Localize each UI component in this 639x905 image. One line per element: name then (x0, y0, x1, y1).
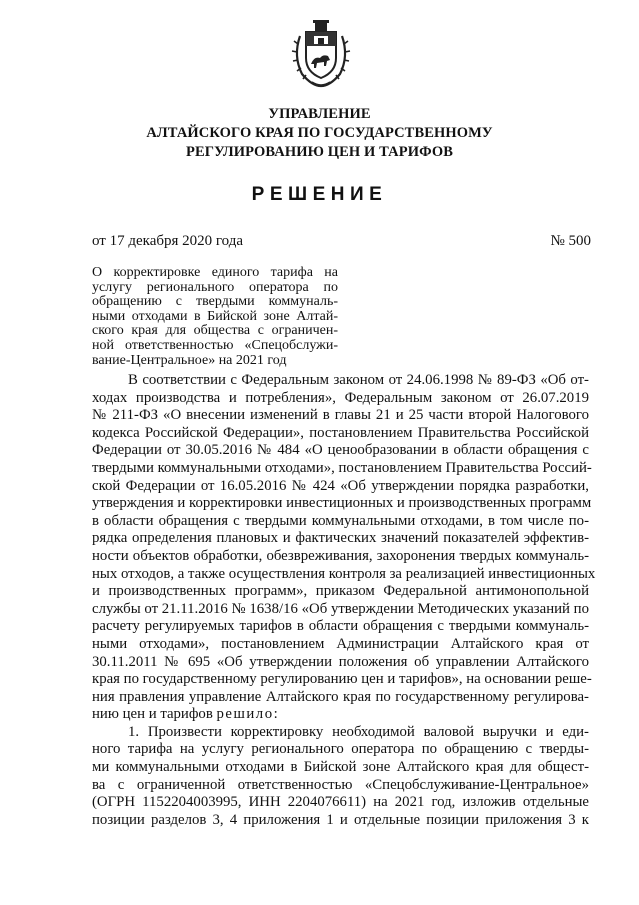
item-1-line: (ОГРН 1152204003995, ИНН 2204076611) на 2021 год, изложив отдельные (92, 794, 589, 811)
body-line: ных отходов, а также осуществления контроля за реализацией инвестиционных (92, 565, 596, 582)
subject-line: О корректировке единого тарифа на (92, 265, 338, 280)
document-subject (92, 266, 338, 368)
body-line: утверждения и корректировки инвестиционных и производственных программ (92, 495, 592, 512)
document-number: № 500 (550, 233, 591, 249)
body-line: 30.11.2011 № 695 «Об утверждении положения об управлении Алтайского (92, 653, 589, 670)
body-line: ности объектов обработки, обезвреживания, захоронения твердых коммуналь- (92, 547, 589, 564)
coat-of-arms-icon (290, 18, 352, 88)
org-line: АЛТАЙСКОГО КРАЯ ПО ГОСУДАРСТВЕННОМУ (146, 125, 493, 141)
org-line: УПРАВЛЕНИЕ (268, 106, 371, 122)
document-body (92, 372, 596, 829)
document-type-title: РЕШЕНИЕ (251, 184, 388, 205)
body-line: ской Федерации от 16.05.2016 № 424 «Об утверждении порядка разработки, (92, 477, 589, 494)
body-line: № 211-ФЗ «О внесении изменений в главы 21 и 25 части второй Налогового (92, 407, 589, 424)
subject-line: ной ответственностью «Спецобслужи- (92, 337, 338, 353)
body-line: ными отходами», постановлением Администрации Алтайского края от (92, 635, 589, 652)
item-1-line: 1. Произвести корректировку необходимой валовой выручки и еди- (128, 723, 589, 740)
body-line: Федерации от 30.05.2016 № 484 «О ценообразовании в области обращения с (92, 442, 589, 459)
body-line: края по государственному регулированию цен и тарифов», на основании реше- (92, 671, 592, 688)
body-line: в области обращения с твердыми коммунальными отходами, в том числе по- (92, 512, 589, 529)
item-1-line: ва с ограниченной ответственностью «Спецобслуживание-Центральное» (92, 776, 589, 793)
organization-name (0, 105, 639, 162)
subject-line: обращению с твердыми коммуналь- (92, 294, 338, 310)
decided-colon: : (273, 706, 278, 723)
body-line: рядка определения плановых и фактических значений показателей эффектив- (92, 530, 589, 547)
item-1-line: ного тарифа на услугу регионального оператора по обращению с тверды- (92, 741, 589, 758)
decided-word: решило (216, 706, 274, 723)
item-1-line: позиции разделов 3, 4 приложения 1 и отдельные позиции приложения 3 к (92, 811, 589, 828)
body-line: и производственных программ», приказом Федеральной антимонопольной (92, 583, 589, 600)
body-line: службы от 21.11.2016 № 1638/16 «Об утверждении Методических указаний по (92, 600, 589, 617)
body-line: ния правления управление Алтайского края по государственному регулирова- (92, 688, 589, 705)
body-line: ходах производства и потребления», Федеральным законом от 26.07.2019 (92, 389, 589, 406)
body-line (92, 706, 589, 724)
subject-line: ными отходами в Бийской зоне Алтай- (92, 308, 338, 324)
body-line-text: нию цен и тарифов (92, 706, 213, 723)
item-1-line: ми коммунальными отходами в Бийской зоне Алтайского края для общест- (92, 759, 589, 776)
subject-line: ского края для общества с ограничен- (92, 323, 338, 339)
document-date: от 17 декабря 2020 года (92, 233, 244, 249)
org-line: РЕГУЛИРОВАНИЮ ЦЕН И ТАРИФОВ (186, 144, 453, 160)
body-line: твердыми коммунальными отходами», постановлением Правительства Россий- (92, 459, 592, 476)
body-line: В соответствии с Федеральным законом от 24.06.1998 № 89-ФЗ «Об от- (128, 372, 589, 388)
body-line: кодекса Российской Федерации», постановлением Правительства Российской (92, 424, 589, 441)
body-line: расчету регулируемых тарифов в области обращения с твердыми коммуналь- (92, 618, 589, 635)
subject-line: вание-Центральное» на 2021 год (92, 352, 287, 368)
subject-line: услугу регионального оператора по (92, 279, 338, 295)
